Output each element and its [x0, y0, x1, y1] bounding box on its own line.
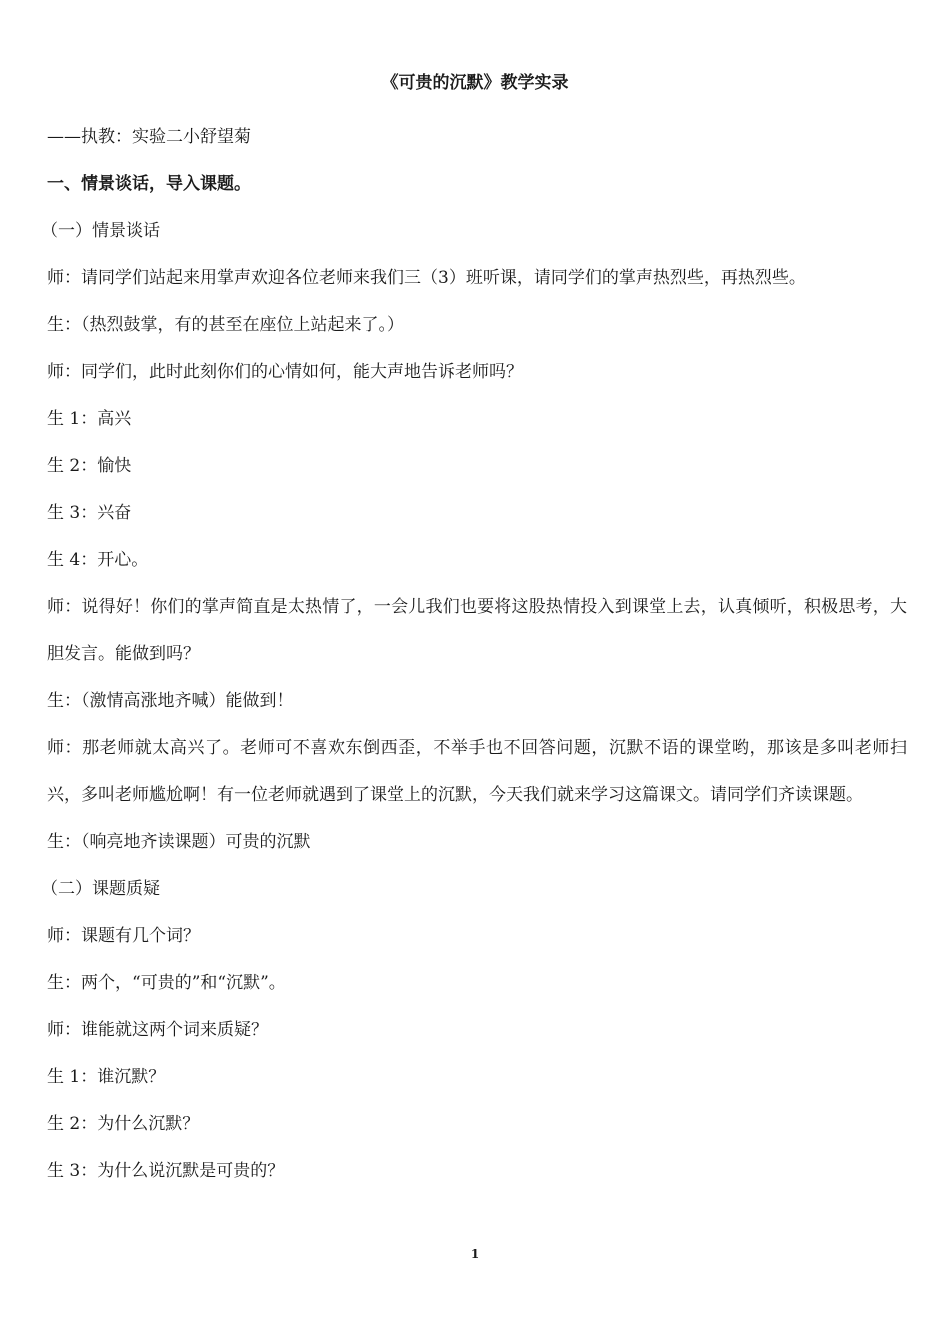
dialogue-line: 生 2：为什么沉默？ — [47, 1114, 200, 1134]
dialogue-line: 生 3：兴奋 — [47, 503, 132, 523]
dialogue-line: 生 4：开心。 — [47, 550, 149, 570]
subsection-heading: （一）情景谈话 — [41, 221, 160, 241]
dialogue-line: 生 3：为什么说沉默是可贵的？ — [47, 1161, 285, 1181]
dialogue-line: 师：请同学们站起来用掌声欢迎各位老师来我们三（3）班听课，请同学们的掌声热烈些，再热烈些。 — [47, 268, 806, 288]
dialogue-line: 生 2：愉快 — [47, 456, 132, 476]
dialogue-line: 师：课题有几个词？ — [47, 926, 200, 946]
dialogue-line: 生：（响亮地齐读课题）可贵的沉默 — [47, 832, 311, 852]
dialogue-line: 生 1：谁沉默？ — [47, 1067, 166, 1087]
dialogue-line: 生：（热烈鼓掌，有的甚至在座位上站起来了。） — [47, 315, 404, 335]
document-title: 《可贵的沉默》教学实录 — [381, 73, 569, 93]
section-heading: 一、情景谈话，导入课题。 — [47, 174, 251, 194]
dialogue-line: 生：两个，“可贵的”和“沉默”。 — [47, 973, 286, 993]
dialogue-line: 生 1：高兴 — [47, 409, 132, 429]
document-body — [41, 114, 907, 1195]
dialogue-line: 师：谁能就这两个词来质疑？ — [47, 1020, 268, 1040]
page-number: 1 — [470, 1247, 480, 1261]
dialogue-line: 师：同学们，此时此刻你们的心情如何，能大声地告诉老师吗？ — [47, 362, 523, 382]
dialogue-line: 生：（激情高涨地齐喊）能做到！ — [47, 691, 294, 711]
dialogue-line: 师：那老师就太高兴了。老师可不喜欢东倒西歪，不举手也不回答问题，沉默不语的课堂哟，那该是多叫老师扫兴，多叫老师尴尬啊！有一位老师就遇到了课堂上的沉默，今天我们就来学习这篇课文。请同学们齐读课题。 — [47, 738, 907, 805]
author-line: ——执教：实验二小舒望菊 — [47, 127, 251, 147]
subsection-heading: （二）课题质疑 — [41, 879, 160, 899]
dialogue-line: 师：说得好！你们的掌声简直是太热情了，一会儿我们也要将这股热情投入到课堂上去，认真倾听，积极思考，大胆发言。能做到吗？ — [47, 597, 907, 664]
